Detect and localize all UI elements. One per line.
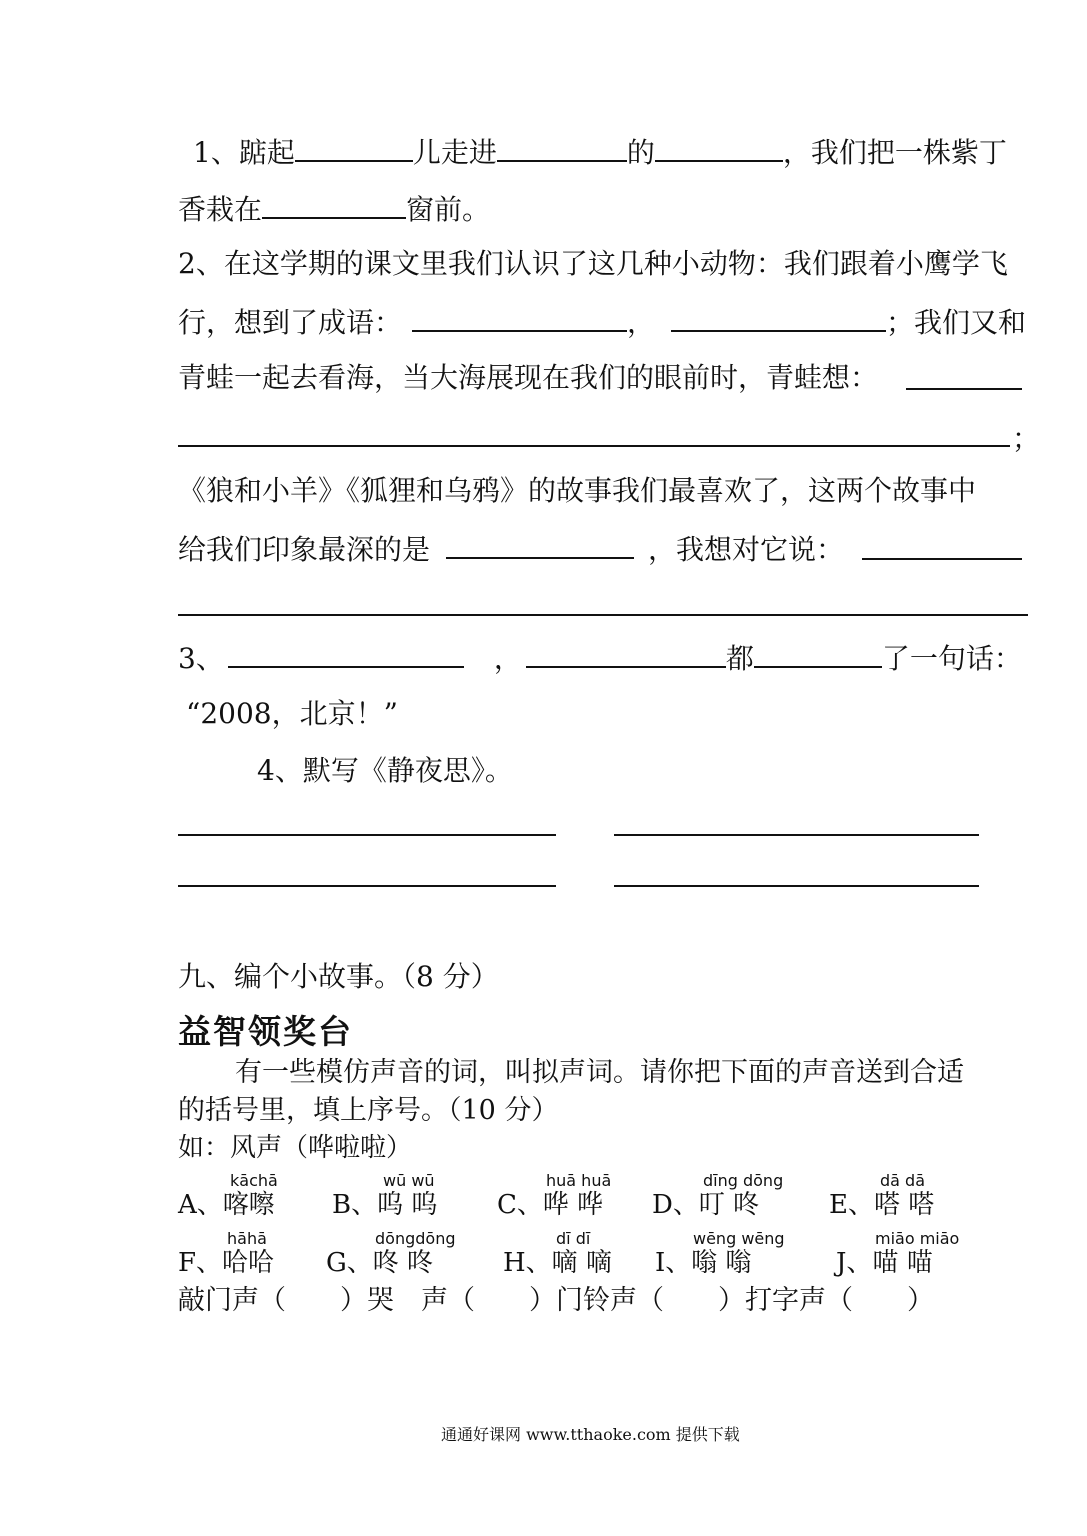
poem-line-2[interactable]: [614, 834, 979, 836]
pinyin: dī dī: [556, 1229, 591, 1248]
poem-line-1[interactable]: [178, 834, 556, 836]
answer-blank[interactable]: [655, 134, 783, 162]
option-g: G、咚 咚: [326, 1248, 434, 1278]
option-b: B、呜 呜: [332, 1190, 438, 1220]
answer-blank[interactable]: [754, 640, 882, 668]
pinyin: wū wū: [383, 1171, 435, 1190]
answer-blank[interactable]: [526, 640, 726, 668]
bonus-instruction-1: 有一些模仿声音的词，叫拟声词。请你把下面的声音送到合适: [235, 1057, 964, 1088]
bonus-example: 如：风声（哗啦啦）: [178, 1133, 413, 1163]
bonus-title: 益智领奖台: [178, 1012, 353, 1051]
pinyin: dīng dōng: [703, 1171, 784, 1190]
option-c: C、哗 哗: [497, 1190, 604, 1220]
answer-blank[interactable]: [446, 531, 634, 559]
answer-line[interactable]: [178, 614, 1028, 616]
pinyin: dōngdōng: [375, 1229, 456, 1248]
answer-line[interactable]: [178, 445, 1010, 447]
answer-blank[interactable]: [497, 134, 627, 162]
q2-line-3: 青蛙一起去看海，当大海展现在我们的眼前时，青蛙想：: [178, 361, 879, 394]
answer-line[interactable]: [906, 388, 1022, 390]
q2-line-2: 行，想到了成语： ， ；我们又和: [178, 306, 1027, 339]
q3-line-2: “2008，北京！”: [186, 697, 398, 730]
pinyin: miāo miāo: [875, 1229, 960, 1248]
option-e: E、嗒 嗒: [829, 1190, 935, 1220]
poem-line-3[interactable]: [178, 885, 556, 887]
poem-line-4[interactable]: [614, 885, 979, 887]
q2-line-5: 《狼和小羊》《狐狸和乌鸦》的故事我们最喜欢了，这两个故事中: [178, 474, 977, 507]
answer-blank[interactable]: [262, 191, 406, 219]
option-j: J、喵 喵: [836, 1248, 933, 1278]
bonus-instruction-2: 的括号里，填上序号。（10 分）: [178, 1095, 559, 1126]
bonus-answer-line[interactable]: 敲门声（ ）哭 声（ ）门铃声（ ）打字声（ ）: [178, 1285, 934, 1316]
pinyin: hāhā: [227, 1229, 267, 1248]
answer-blank[interactable]: [671, 304, 886, 332]
footer-credit: 通通好课网 www.tthaoke.com 提供下载: [441, 1425, 740, 1444]
answer-blank[interactable]: [228, 640, 464, 668]
option-a: A、喀嚓: [178, 1190, 275, 1220]
q2-semicolon: ；: [1012, 422, 1041, 455]
option-h: H、嘀 嘀: [503, 1248, 612, 1278]
pinyin: wēng wēng: [693, 1229, 785, 1248]
answer-blank[interactable]: [412, 304, 627, 332]
q2-line-1: 2、在这学期的课文里我们认识了这几种小动物：我们跟着小鹰学飞: [178, 247, 1008, 280]
q4-label: 4、默写《静夜思》。: [257, 754, 513, 787]
q3-line-1: 3、 ， 都 了一句话：: [178, 642, 1022, 675]
option-d: D、叮 咚: [652, 1190, 760, 1220]
q1-line-1: 1、踮起 儿走进 的 ，我们把一株紫丁: [193, 136, 1007, 169]
option-i: I、嗡 嗡: [655, 1248, 752, 1278]
pinyin: huā huā: [546, 1171, 612, 1190]
pinyin: kāchā: [230, 1171, 278, 1190]
q1-line-2: 香栽在 窗前。: [178, 193, 491, 226]
q2-line-6: 给我们印象最深的是 ，我想对它说：: [178, 533, 845, 566]
pinyin: dā dā: [880, 1171, 926, 1190]
section-9-label: 九、编个小故事。（8 分）: [178, 960, 499, 993]
answer-line[interactable]: [862, 558, 1022, 560]
option-f: F、哈哈: [178, 1248, 275, 1278]
answer-blank[interactable]: [295, 134, 413, 162]
